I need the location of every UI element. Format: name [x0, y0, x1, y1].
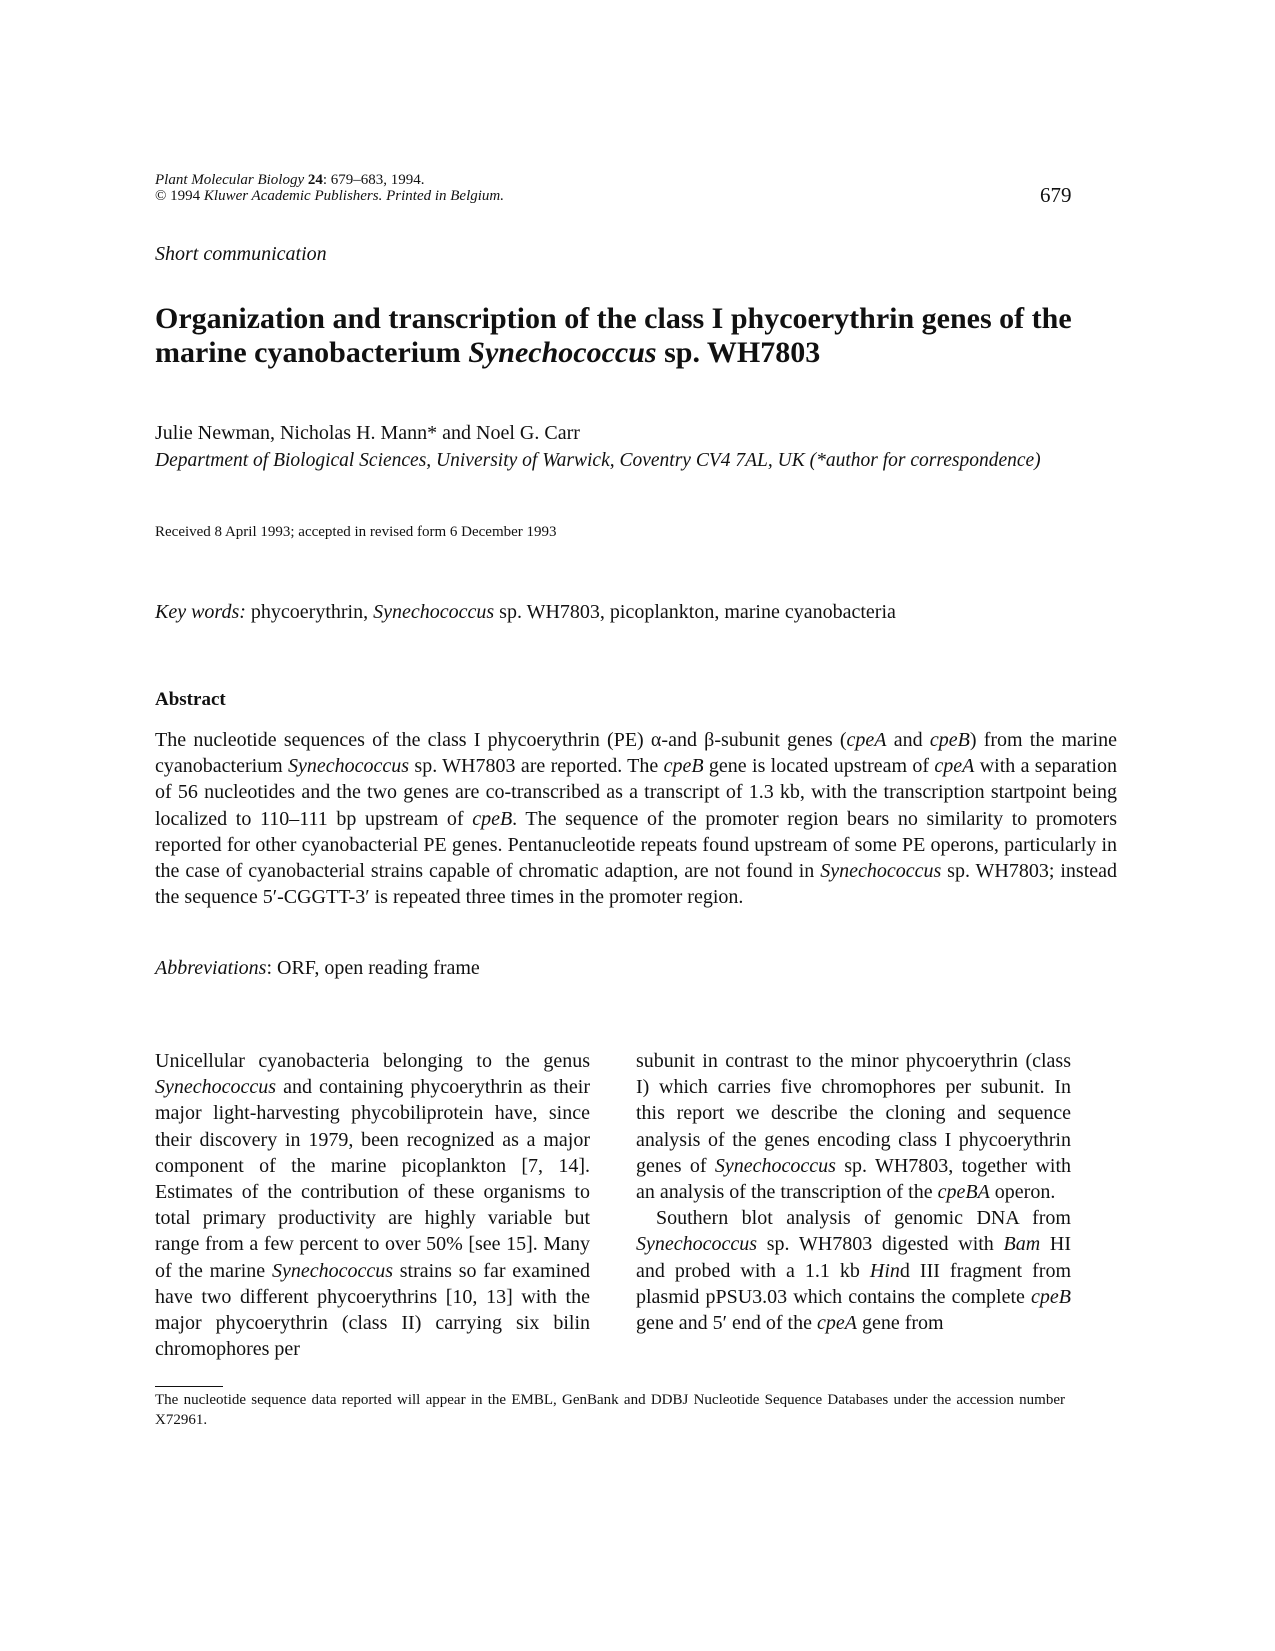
footnote-rule: [155, 1386, 223, 1387]
section-label: Short communication: [155, 243, 327, 265]
copyright-line: © 1994 Kluwer Academic Publishers. Printed in Belgium.: [155, 188, 505, 204]
page-number: 679: [1040, 183, 1072, 207]
running-head: [155, 172, 504, 204]
article-title: Organization and transcription of the class I phycoerythrin genes of the marine cyanobacterium Synechococcus sp. WH7803: [155, 302, 1072, 369]
affiliation: Department of Biological Sciences, University of Warwick, Coventry CV4 7AL, UK (*author for correspondence): [155, 450, 1041, 471]
body-paragraph: subunit in contrast to the minor phycoerythrin (class I) which carries five chromophores per subunit. In this report we describe the cloning and sequence analysis of the genes encoding class I phycoerythrin genes of Synechococcus sp. WH7803, together with an analysis of the transcription of the cpeBA operon.: [636, 1050, 1071, 1204]
abbreviations: Abbreviations: ORF, open reading frame: [155, 957, 480, 979]
body-column-left: [155, 1048, 590, 1362]
abstract-heading: Abstract: [155, 689, 226, 710]
body-column-right: [636, 1048, 1071, 1336]
body-paragraph: Southern blot analysis of genomic DNA from Synechococcus sp. WH7803 digested with Bam HI and probed with a 1.1 kb Hind III fragment from plasmid pPSU3.03 which contains the complete cpeB gene and 5′ end of the cpeA gene from: [636, 1207, 1071, 1335]
body-paragraph: Unicellular cyanobacteria belonging to the genus Synechococcus and containing phycoerythrin as their major light-harvesting phycobiliprotein have, since their discovery in 1979, been recognized as a major component of the marine picoplankton [7, 14]. Estimates of the contribution of these organisms to total primary productivity are highly variable but range from a few percent to over 50% [see 15]. Many of the marine Synechococcus strains so far examined have two different phycoerythrins [10, 13] with the major phycoerythrin (class II) carrying six bilin chromophores per: [155, 1050, 590, 1361]
keywords: Key words: phycoerythrin, Synechococcus sp. WH7803, picoplankton, marine cyanobacteria: [155, 601, 896, 623]
received-dates: Received 8 April 1993; accepted in revised form 6 December 1993: [155, 524, 557, 540]
author-list: Julie Newman, Nicholas H. Mann* and Noel G. Carr: [155, 422, 580, 444]
footnote: The nucleotide sequence data reported will appear in the EMBL, GenBank and DDBJ Nucleotide Sequence Databases under the accession number X72961.: [155, 1392, 1065, 1428]
journal-citation: Plant Molecular Biology 24: 679–683, 1994.: [155, 172, 425, 188]
abstract-text: The nucleotide sequences of the class I phycoerythrin (PE) α-and β-subunit genes (cpeA and cpeB) from the marine cyanobacterium Synechococcus sp. WH7803 are reported. The cpeB gene is located upstream of cpeA with a separation of 56 nucleotides and the two genes are co-transcribed as a transcript of 1.3 kb, with the transcription startpoint being localized to 110–111 bp upstream of cpeB. The sequence of the promoter region bears no similarity to promoters reported for other cyanobacterial PE genes. Pentanucleotide repeats found upstream of some PE operons, particularly in the case of cyanobacterial strains capable of chromatic adaption, are not found in Synechococcus sp. WH7803; instead the sequence 5′-CGGTT-3′ is repeated three times in the promoter region.: [155, 729, 1117, 909]
